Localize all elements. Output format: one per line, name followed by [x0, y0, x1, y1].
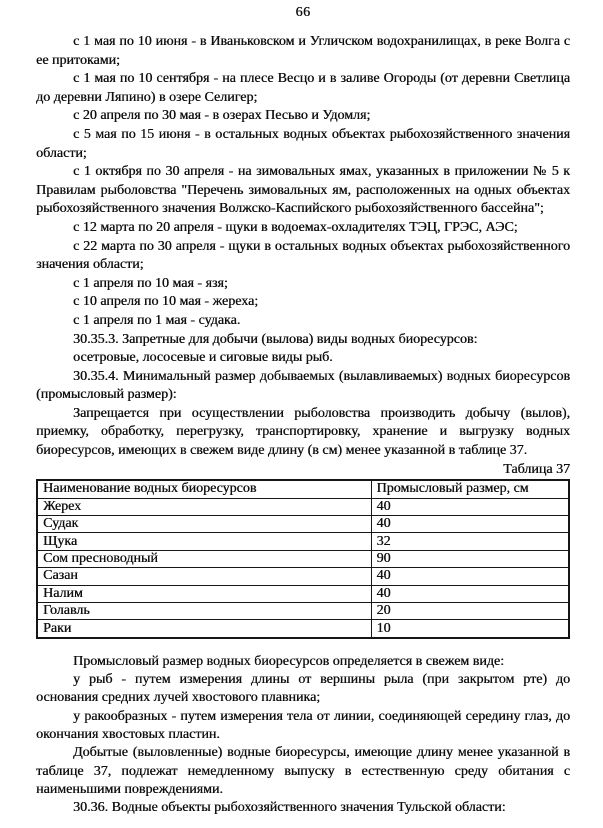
table-row: [37, 602, 569, 619]
size-cell: 40: [371, 516, 569, 533]
species-cell: Голавль: [37, 602, 371, 619]
paragraph: 30.35.4. Минимальный размер добываемых (вылавливаемых) водных биоресурсов (промысловый размер):: [36, 368, 570, 403]
page-number: 66: [295, 5, 311, 20]
size-cell: 40: [371, 568, 569, 585]
paragraph: с 1 мая по 10 июня - в Иваньковском и Угличском водохранилищах, в реке Волга с ее притоками;: [36, 34, 570, 68]
paragraph: с 1 октября по 30 апреля - на зимовальных ямах, указанных в приложении № 5 к Правилам рыболовства "Перечень зимовальных ям, расположенных на одных объектах рыбохозяйственного значения Волжско-Каспийского рыбохозяйственного бассейна";: [36, 164, 570, 217]
table-row: [37, 533, 569, 550]
column-header-size: Промысловый размер, см: [371, 480, 569, 498]
size-cell: 10: [371, 620, 569, 638]
paragraph: Промысловый размер водных биоресурсов определяется в свежем виде:: [73, 653, 504, 669]
size-cell: 40: [371, 498, 569, 515]
species-cell: Судак: [37, 516, 371, 533]
species-cell: Сазан: [37, 568, 371, 585]
paragraph: Добытые (выловленные) водные биоресурсы, имеющие длину менее указанной в таблице 37, подлежат немедленному выпуску в естественную среду обитания с наименьшими повреждениями.: [36, 745, 570, 797]
after-table-section: [36, 653, 570, 818]
paragraph: у ракообразных - путем измерения тела от линии, соединяющей середину глаз, до окончания хвостовых пластин.: [36, 708, 570, 742]
table-row: [37, 550, 569, 567]
species-cell: Щука: [37, 533, 371, 550]
table-row: [37, 516, 569, 533]
species-cell: Сом пресноводный: [37, 550, 371, 567]
paragraph: с 1 апреля по 1 мая - судака.: [73, 312, 241, 328]
species-cell: Раки: [37, 620, 371, 638]
paragraph: с 12 марта по 20 апреля - щуки в водоемах-охладителях ТЭЦ, ГРЭС, АЭС;: [73, 219, 518, 235]
size-cell: 32: [371, 533, 569, 550]
column-header-species: Наименование водных биоресурсов: [37, 480, 371, 498]
size-cell: 20: [371, 602, 569, 619]
table-caption: Таблица 37: [503, 461, 570, 477]
paragraph: с 10 апреля по 10 мая - жереха;: [73, 294, 259, 310]
paragraph: с 1 мая по 10 сентября - на плесе Весцо и в заливе Огороды (от деревни Светлица до деревни Ляпино) в озере Селигер;: [36, 71, 570, 105]
paragraph: с 5 мая по 15 июня - в остальных водных объектах рыбохозяйственного значения области;: [36, 126, 570, 161]
table-header-row: [37, 480, 569, 498]
table-row: [37, 498, 569, 515]
paragraph: 30.35.3. Запретные для добычи (вылова) виды водных биоресурсов:: [73, 331, 478, 347]
species-cell: Жерех: [37, 498, 371, 515]
table-row: [37, 568, 569, 585]
paragraph: осетровые, лососевые и сиговые виды рыб.: [73, 350, 333, 366]
paragraph: у рыб - путем измерения длины от вершины рыла (при закрытом рте) до основания средних лучей хвостового плавника;: [36, 672, 570, 706]
size-cell: 40: [371, 585, 569, 602]
clipped-paragraph: 30.36. Водные объекты рыбохозяйственного значения Тульской области:: [73, 800, 506, 816]
size-cell: 90: [371, 550, 569, 567]
paragraph: Запрещается при осуществлении рыболовства производить добычу (вылов), приемку, обработку, перегрузку, транспортировку, хранение и выгрузку водных биоресурсов, имеющих в свежем виде длину (в см) менее указанной в таблице 37.: [36, 405, 570, 459]
fish-size-table: [36, 479, 570, 639]
table-row: [37, 620, 569, 638]
species-cell: Налим: [37, 585, 371, 602]
table-row: [37, 585, 569, 602]
paragraph: с 22 марта по 30 апреля - щуки в остальных водных объектах рыбохозяйственного значения области;: [36, 238, 570, 273]
paragraph: с 1 апреля по 10 мая - язя;: [73, 275, 228, 291]
paragraph: с 20 апреля по 30 мая - в озерах Песьво и Удомля;: [73, 108, 371, 124]
